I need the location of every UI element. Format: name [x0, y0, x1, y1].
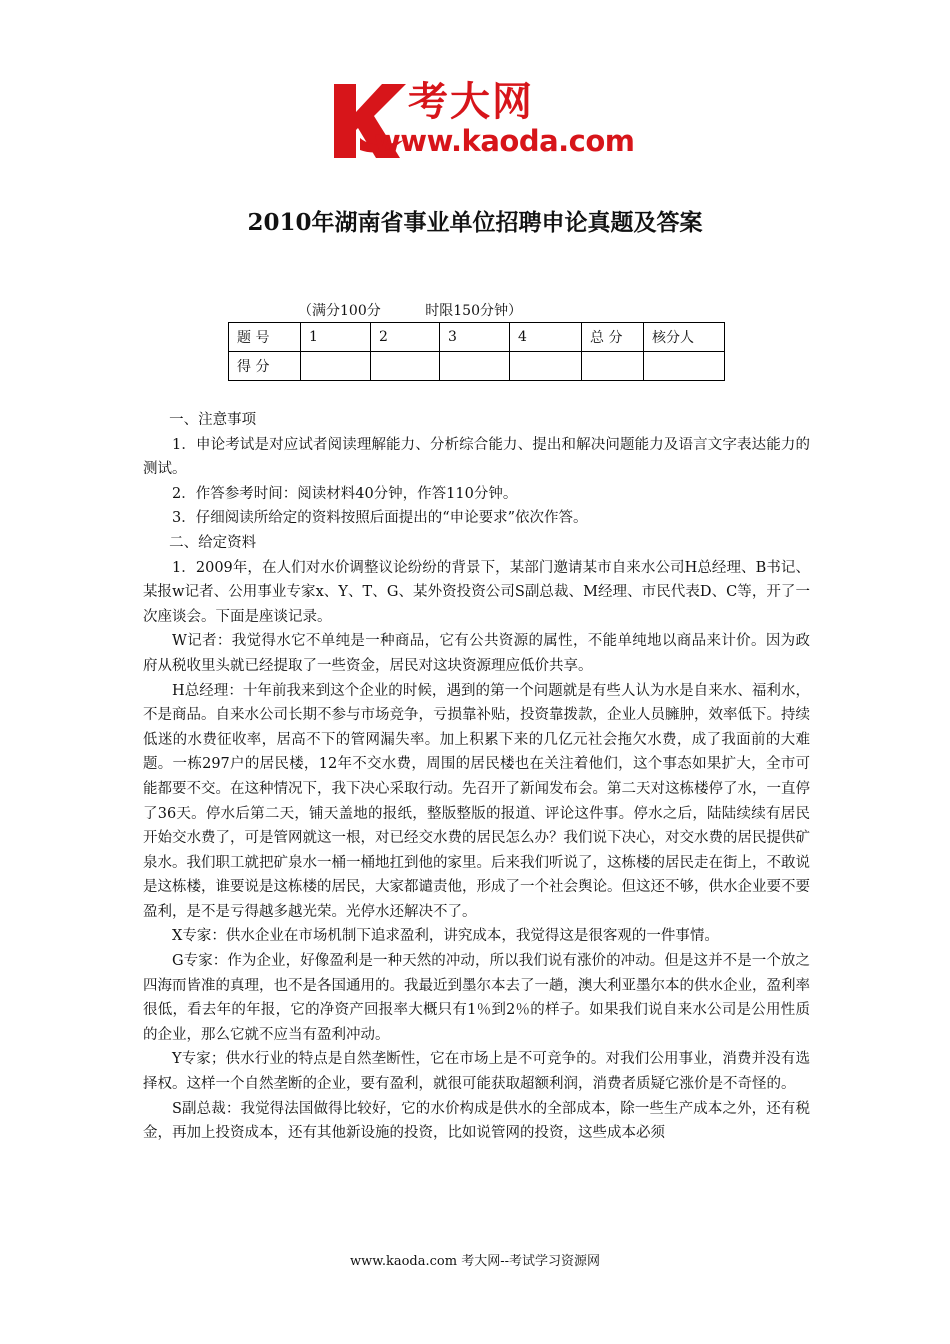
table-cell [301, 352, 371, 381]
score-table-header-row [229, 323, 725, 352]
score-table-score-row [229, 352, 725, 381]
table-cell [440, 352, 510, 381]
paragraph: 3．仔细阅读所给定的资料按照后面提出的“申论要求”依次作答。 [172, 510, 588, 527]
table-cell: 题 号 [229, 323, 301, 352]
document-body [143, 408, 810, 1146]
table-cell [510, 352, 582, 381]
score-table [228, 322, 725, 381]
exam-meta [298, 300, 522, 322]
section-heading: 二、给定资料 [169, 534, 257, 551]
section-heading: 一、注意事项 [169, 412, 257, 428]
paragraph: W记者：我觉得水它不单纯是一种商品，它有公共资源的属性，不能单纯地以商品来计价。因为政府从税收里头就已经提取了一些资金，居民对这块资源理应低价共享。 [143, 633, 810, 674]
table-cell: 4 [510, 323, 582, 352]
paragraph: 2．作答参考时间：阅读材料40分钟，作答110分钟。 [172, 485, 518, 502]
table-cell: 核分人 [644, 323, 725, 352]
paragraph: S副总裁：我觉得法国做得比较好，它的水价构成是供水的全部成本，除一些生产成本之外，还有税金，再加上投资成本，还有其他新设施的投资，比如说管网的投资，这些成本必须 [143, 1100, 810, 1142]
time-limit-text: 时限150分钟） [425, 303, 522, 319]
paragraph: 1．2009年，在人们对水价调整议论纷纷的背景下，某部门邀请某市自来水公司H总经理、B书记、某报w记者、公用事业专家x、Y、T、G、某外资投资公司S副总裁、M经理、市民代表D、C等，开了一次座谈会。下面是座谈记录。 [143, 559, 810, 625]
paragraph: H总经理：十年前我来到这个企业的时候，遇到的第一个问题就是有些人认为水是自来水、福利水，不是商品。自来水公司长期不参与市场竞争，亏损靠补贴，投资靠拨款，企业人员臃肿，效率低下。持续低迷的水费征收率，居高不下的管网漏失率。加上积累下来的几亿元社会拖欠水费，成了我面前的大难题。一栋297户的居民楼，12年不交水费，周围的居民楼也在关注着他们，这个事态如果扩大，全市可能都要不交。在这种情况下，我下决心采取行动。先召开了新闻发布会。第二天对这栋楼停了水，一直停了36天。停水后第二天，铺天盖地的报纸，整版整版的报道、评论这件事。停水之后，陆陆续续有居民开始交水费了，可是管网就这一根，对已经交水费的居民怎么办？我们说下决心，对交水费的居民提供矿泉水。我们职工就把矿泉水一桶一桶地扛到他的家里。后来我们听说了，这栋楼的居民走在街上，不敢说是这栋楼，谁要说是这栋楼的居民，大家都谴责他，形成了一个社会舆论。但这还不够，供水企业要不要盈利，是不是亏得越多越光荣。光停水还解决不了。 [143, 682, 810, 920]
table-cell: 1 [301, 323, 371, 352]
table-cell: 2 [371, 323, 440, 352]
paragraph: 1．申论考试是对应试者阅读理解能力、分析综合能力、提出和解决问题能力及语言文字表达能力的测试。 [143, 436, 810, 478]
paragraph: G专家：作为企业，好像盈利是一种天然的冲动，所以我们说有涨价的冲动。但是这并不是一个放之四海而皆准的真理，也不是各国通用的。我最近到墨尔本去了一趟，澳大利亚墨尔本的供水企业，盈利率很低，看去年的年报，它的净资产回报率大概只有1％到2％的样子。如果我们说自来水公司是公用性质的企业，那么它就不应当有盈利冲动。 [143, 953, 810, 1043]
page-footer: www.kaoda.com 考大网--考试学习资源网 [350, 1254, 600, 1269]
table-cell [371, 352, 440, 381]
table-cell [644, 352, 725, 381]
paragraph: X专家：供水企业在市场机制下追求盈利，讲究成本，我觉得这是很客观的一件事情。 [172, 928, 719, 945]
table-cell: 3 [440, 323, 510, 352]
table-cell: 总 分 [582, 323, 644, 352]
kaoda-logo [330, 80, 650, 160]
logo-url-text: www.kaoda.com [374, 124, 635, 158]
paragraph: Y专家；供水行业的特点是自然垄断性，它在市场上是不可竞争的。对我们公用事业，消费并没有选择权。这样一个自然垄断的企业，要有盈利，就很可能获取超额利润，消费者质疑它涨价是不奇怪的。 [143, 1051, 810, 1093]
logo-brand-text: 考大网 [408, 79, 534, 125]
table-cell [582, 352, 644, 381]
full-score-text: （满分100分 [298, 303, 381, 319]
table-cell: 得 分 [229, 352, 301, 381]
page-title: 2010年湖南省事业单位招聘申论真题及答案 [247, 209, 703, 236]
